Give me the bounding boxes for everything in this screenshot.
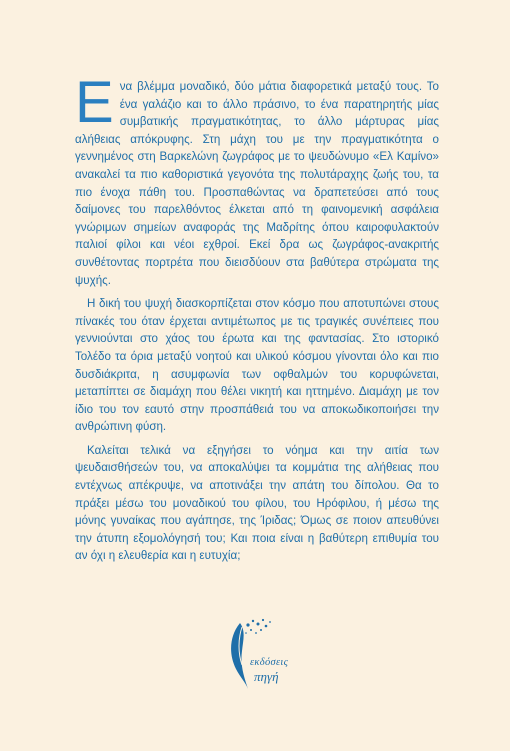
blurb-paragraph-1 xyxy=(75,70,439,289)
blurb-paragraph-1-text: να βλέμμα μοναδικό, δύο μάτια διαφορετικά μεταξύ τους. Το ένα γαλάζιο και το άλλο πράσινο, το ένα παρατηρητής μίας συμβατικής πραγματικότητας, το άλλο μάρτυρας μίας αλήθειας απόκρυφης. Στη μάχη του με την πραγματικότητα ο γεννημένος στη Βαρκελώνη ζωγράφος με το ψευδώνυμο «Ελ Καμίνο» ανακαλεί τα πιο καθοριστικά γεγονότα της πολυτάραχης ζωής του, τα πιο ένοχα πάθη του. Προσπαθώντας να δραπετεύσει από τους δαίμονες του παρελθόντος έλκεται από τη φαινομενική ασφάλεια γνώριμων σημείων αναφοράς της Μαδρίτης όπου καιροφυλακτούν παλιοί φίλοι και νέοι εχθροί. Εκεί δρα ως ζωγράφος-ανακριτής συνθέτοντας πορτρέτα που διεισδύουν στα βαθύτερα στρώματα της ψυχής. xyxy=(75,80,439,287)
blurb-paragraph-2: Η δική του ψυχή διασκορπίζεται στον κόσμο που αποτυπώνει στους πίνακές του όταν έρχεται αντιμέτωπος με τις τραγικές συνέπειες που γεννιούνται στο χάος του έρωτα και της φαντασίας. Στο ιστορικό Τολέδο τα όρια μεταξύ νοητού και υλικού κόσμου γίνονται όλο και πιο δυσδιάκριτα, η ασυμφωνία των οφθαλμών του κορυφώνεται, μεταπίπτει σε διαμάχη που θέλει νικητή και ηττημένο. Διαμάχη με τον ίδιο του τον εαυτό στην προσπάθειά του να αποκωδικοποιήσει την ανθρώπινη φύση. xyxy=(75,297,439,434)
blurb-text xyxy=(75,70,439,571)
drop-cap: Ε xyxy=(75,70,114,135)
publisher-name-line1: εκδόσεις xyxy=(250,657,289,668)
publisher-logo xyxy=(218,615,298,695)
publisher-name-line2: πηγή xyxy=(254,669,279,684)
blurb-paragraph-3: Καλείται τελικά να εξηγήσει το νόημα και την αιτία των ψευδαισθήσεών του, να αποκαλύψει τα κομμάτια της αλήθειας που εντέχνως απέκρυψε, να αποτινάξει την απάτη του δίπολου. Θα το πράξει μέσω του μοναδικού του φίλου, του Ηρόφιλου, ή μέσω της μόνης γυναίκας που αγάπησε, της Ίριδας; Όμως σε ποιον απευθύνει την άτυπη εξομολόγησή του; Και ποια είναι η βαθύτερη επιθυμία του αν όχι η ελευθερία και η ευτυχία; xyxy=(75,443,439,563)
